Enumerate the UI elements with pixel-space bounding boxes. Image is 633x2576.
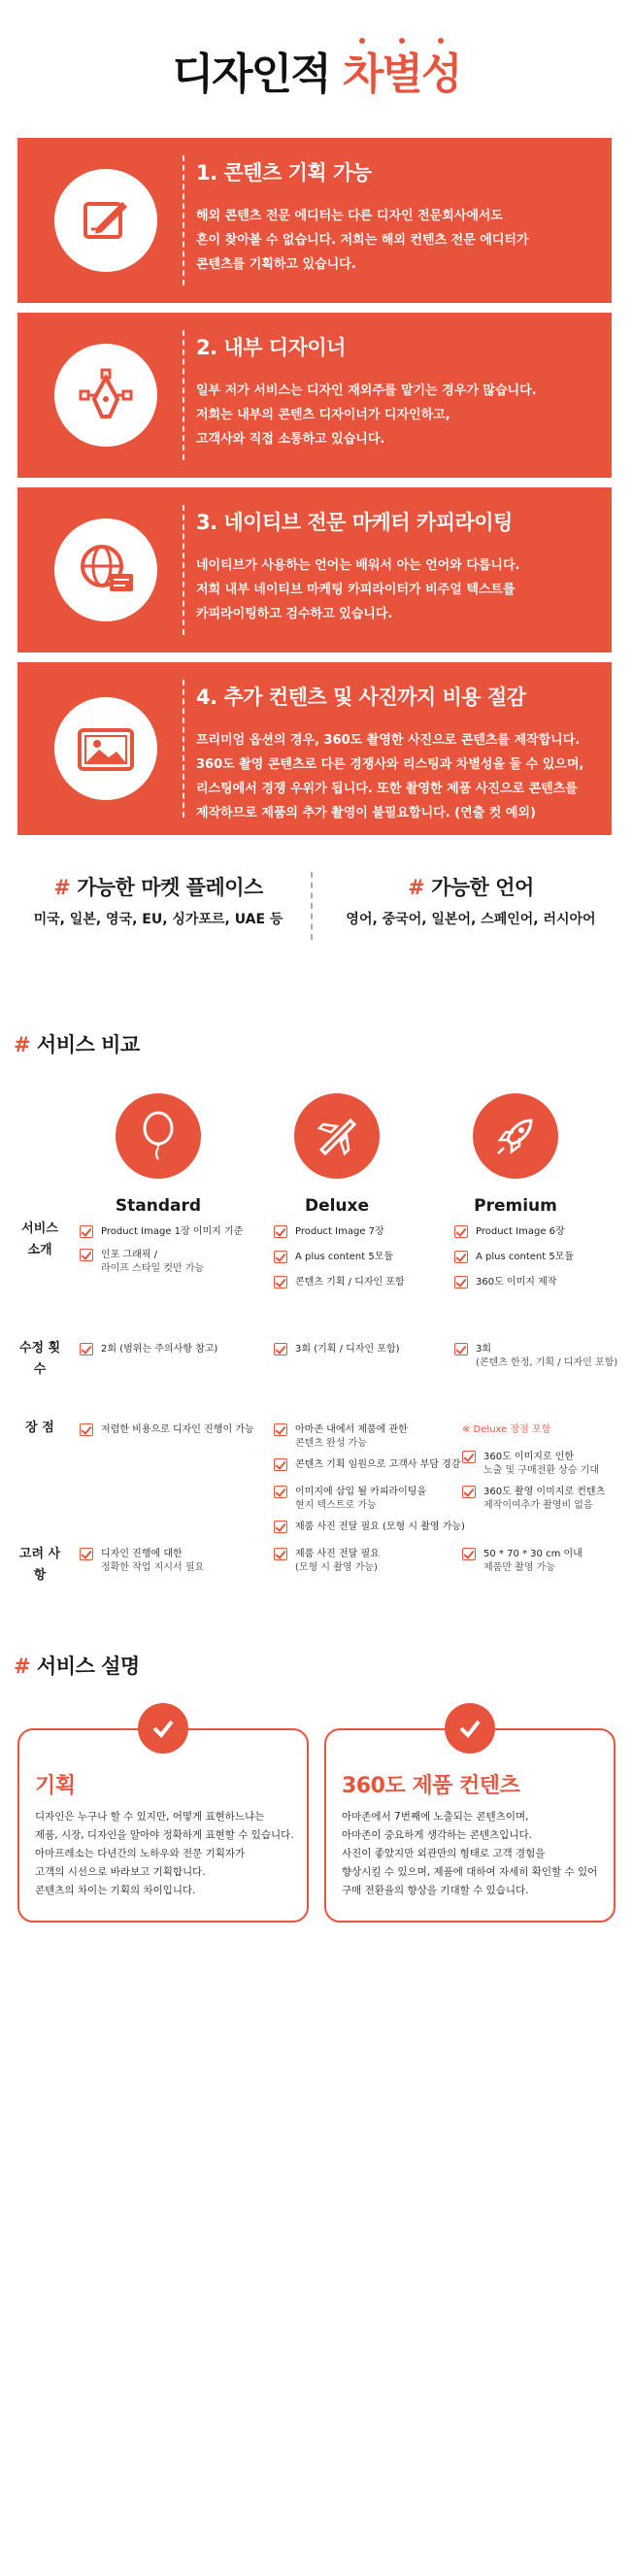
feature-icon-circle xyxy=(54,519,157,621)
plan-name: Premium xyxy=(474,1196,557,1216)
feature-body xyxy=(196,379,594,452)
service-line: 아마존에서 7번째에 노출되는 콘텐츠이며, xyxy=(342,1811,529,1823)
feature-line: 360도 촬영 콘텐츠로 다른 경쟁사와 리스팅과 차별성을 둘 수 있으며, xyxy=(196,757,584,772)
item-text: Product Image 7장 xyxy=(295,1226,384,1237)
check-icon xyxy=(80,1249,93,1261)
card-divider xyxy=(183,155,184,285)
title-red xyxy=(343,50,461,99)
list-item xyxy=(274,1521,465,1534)
plan-deluxe xyxy=(254,1093,419,1216)
item-text: 콘텐츠 기획 / 디자인 포함 xyxy=(295,1277,405,1288)
service-section-title xyxy=(14,1651,140,1680)
feature-body xyxy=(196,204,594,277)
check-icon xyxy=(274,1486,287,1498)
service-line: 향상시킬 수 있으며, 제품에 대하여 자세히 확인할 수 있어 xyxy=(342,1866,598,1878)
list-item xyxy=(80,1249,204,1276)
check-icon xyxy=(274,1521,287,1533)
list-item xyxy=(462,1486,605,1513)
list-item xyxy=(80,1423,254,1437)
compare-title-text: 서비스 비교 xyxy=(36,1033,140,1056)
item-subline: 정확한 작업 지시서 필요 xyxy=(101,1562,205,1573)
service-line: 아마존이 중요하게 생각하는 콘텐츠입니다. xyxy=(342,1829,532,1841)
plan-name: Deluxe xyxy=(304,1196,370,1216)
card-divider xyxy=(183,330,184,460)
check-icon xyxy=(80,1548,93,1560)
marketplaces-title-text: 가능한 마켓 플레이스 xyxy=(77,876,263,899)
check-icon xyxy=(80,1423,93,1436)
check-icon xyxy=(80,1225,93,1238)
languages xyxy=(320,872,621,928)
title-black: 디자인적 xyxy=(172,50,330,99)
service-box-body xyxy=(35,1808,302,1900)
list-item xyxy=(274,1548,380,1575)
list-item xyxy=(454,1251,574,1264)
check-icon xyxy=(274,1276,287,1288)
feature-line: 제작하므로 제품의 추가 촬영이 불필요합니다. (연출 컷 예외) xyxy=(196,806,536,820)
feature-line: 저희는 내부의 콘텐츠 디자이너가 디자인하고, xyxy=(196,408,450,422)
item-line: 3회 xyxy=(476,1344,492,1355)
list-item xyxy=(274,1486,426,1513)
item-subline: 현지 텍스트로 가능 xyxy=(295,1500,377,1511)
feature-heading: 2. 내부 디자이너 xyxy=(196,336,346,359)
item-text xyxy=(295,1486,426,1513)
list-item xyxy=(274,1458,460,1472)
item-subline: 제품만 촬영 가능 xyxy=(483,1562,555,1573)
compare-section-title xyxy=(14,1029,140,1058)
service-line: 구매 전환율의 향상을 기대할 수 있습니다. xyxy=(342,1885,529,1896)
item-subline: 콘텐츠 완성 가능 xyxy=(295,1438,367,1449)
feature-heading: 4. 추가 컨텐츠 및 사진까지 비용 절감 xyxy=(196,686,526,709)
card-divider xyxy=(183,680,184,818)
feature-line: 고객사와 직접 소통하고 있습니다. xyxy=(196,432,385,447)
feature-card-3 xyxy=(17,487,612,652)
list-item xyxy=(454,1276,556,1289)
check-icon xyxy=(462,1548,476,1560)
check-icon xyxy=(274,1225,287,1238)
feature-card-1 xyxy=(17,138,612,303)
item-line: 50 * 70 * 30 cm 이내 xyxy=(483,1549,583,1559)
service-line: 아마프레소는 다년간의 노하우와 전문 기획자가 xyxy=(35,1848,246,1859)
markets-divider xyxy=(311,872,313,940)
service-line: 제품, 시장, 디자인을 알아야 정확하게 표현할 수 있습니다. xyxy=(35,1829,294,1841)
plan-name: Standard xyxy=(115,1196,202,1216)
list-item xyxy=(80,1343,217,1356)
title-dots xyxy=(343,38,461,44)
feature-line: 프리미엄 옵션의 경우, 360도 촬영한 사진으로 콘텐츠를 제작합니다. xyxy=(196,733,581,748)
item-text xyxy=(483,1548,583,1575)
item-line: 아마존 내에서 제품에 관한 xyxy=(295,1424,408,1435)
card-divider xyxy=(183,505,184,635)
marketplaces xyxy=(17,872,299,928)
check-icon xyxy=(457,1716,483,1741)
service-line: 콘텐츠의 차이는 기획의 차이입니다. xyxy=(35,1885,196,1896)
plan-icon-circle xyxy=(473,1093,558,1179)
item-text: Product Image 1장 이미지 기준 xyxy=(101,1226,244,1237)
badge-circle xyxy=(138,1703,188,1754)
feature-line: 흔이 찾아볼 수 없습니다. 저희는 해외 컨텐츠 전문 에디터가 xyxy=(196,233,529,248)
service-box-planning xyxy=(17,1728,309,1923)
feature-line: 네이티브가 사용하는 언어는 배워서 아는 언어와 다릅니다. xyxy=(196,558,520,573)
feature-line: 리스팅에서 경쟁 우위가 됩니다. 또한 촬영한 제품 사진으로 콘텐츠를 xyxy=(196,782,578,796)
check-icon xyxy=(274,1343,287,1355)
list-item xyxy=(274,1343,400,1356)
list-item xyxy=(274,1423,408,1451)
list-item xyxy=(454,1225,565,1239)
title-red-text: 차별성 xyxy=(342,50,461,99)
feature-card-2 xyxy=(17,313,612,478)
check-icon xyxy=(80,1343,93,1355)
feature-line: 콘텐츠를 기획하고 있습니다. xyxy=(196,257,356,272)
list-item xyxy=(454,1343,617,1370)
check-icon xyxy=(454,1225,468,1238)
feature-line: 저희 내부 네이티브 마케팅 카피라이터가 비주얼 텍스트를 xyxy=(196,583,516,597)
service-line: 고객의 시선으로 바라보고 기획합니다. xyxy=(35,1866,206,1878)
item-text xyxy=(101,1548,204,1575)
check-icon xyxy=(274,1251,287,1263)
feature-line: 일부 저가 서비스는 디자인 재외주를 맡기는 경우가 많습니다. xyxy=(196,384,537,398)
pen-document-icon xyxy=(76,190,136,251)
page-title xyxy=(0,39,633,101)
marketplaces-title xyxy=(17,872,299,901)
row-label-intro: 서비스 소개 xyxy=(21,1221,58,1257)
feature-heading: 1. 콘텐츠 기획 가능 xyxy=(196,161,372,184)
item-text: 제품 사진 전달 필요 (모형 시 촬영 가능) xyxy=(295,1522,465,1532)
vector-pen-icon xyxy=(75,364,137,426)
item-line: 디자인 진행에 대한 xyxy=(101,1549,183,1559)
marketplaces-list: 미국, 일본, 영국, EU, 싱가포르, UAE 등 xyxy=(33,912,283,927)
plan-premium xyxy=(433,1093,598,1216)
hash-mark: # xyxy=(408,876,425,899)
plan-icon-circle xyxy=(116,1093,201,1179)
photo-frame-icon xyxy=(74,717,138,781)
check-icon xyxy=(274,1548,287,1560)
globe-chat-icon xyxy=(75,539,137,601)
service-title-text: 서비스 설명 xyxy=(36,1655,140,1678)
languages-title-text: 가능한 언어 xyxy=(431,876,534,899)
item-line: 제품 사진 전달 필요 xyxy=(295,1549,380,1559)
item-text xyxy=(483,1486,605,1513)
feature-card-4 xyxy=(17,662,612,835)
item-text: 2회 (범위는 주의사항 참고) xyxy=(101,1344,218,1355)
service-box-360 xyxy=(324,1728,616,1923)
item-text xyxy=(101,1249,204,1276)
feature-line: 해외 콘텐츠 전문 에디터는 다른 디자인 전문회사에서도 xyxy=(196,209,503,223)
item-text: ※ Deluxe 장점 포함 xyxy=(462,1424,551,1435)
feature-icon-circle xyxy=(54,344,157,447)
rocket-icon xyxy=(490,1111,541,1161)
list-item xyxy=(274,1276,405,1289)
item-text: 콘텐츠 기획 임원으로 고객사 부담 경감 xyxy=(295,1459,461,1470)
feature-body xyxy=(196,553,594,626)
check-icon xyxy=(274,1458,287,1471)
item-line: 360도 촬영 이미지로 컨텐츠 xyxy=(483,1487,606,1497)
service-box-title: 360도 제품 컨텐츠 xyxy=(342,1774,520,1798)
item-text: 저렴한 비용으로 디자인 진행이 가능 xyxy=(101,1424,254,1435)
item-text: 360도 이미지 제작 xyxy=(476,1277,557,1288)
item-text xyxy=(483,1451,599,1478)
row-label-note: 고려 사항 xyxy=(18,1547,61,1583)
item-subline: (모형 시 촬영 가능) xyxy=(295,1562,378,1573)
plan-icon-circle xyxy=(294,1093,380,1179)
hash-mark: # xyxy=(14,1655,31,1678)
item-subline: 노출 및 구매전환 상승 기대 xyxy=(483,1465,599,1476)
item-text xyxy=(476,1343,617,1370)
balloon-icon xyxy=(137,1111,180,1161)
plan-standard xyxy=(76,1093,241,1216)
item-subline: (콘텐츠 한정, 기획 / 디자인 포함) xyxy=(476,1357,618,1368)
service-box-body xyxy=(342,1808,609,1900)
premium-merit-note xyxy=(462,1423,550,1437)
languages-title xyxy=(320,872,621,901)
item-line: 이미지에 삽입 될 카피라이팅을 xyxy=(295,1487,427,1497)
item-subline: 라이프 스타일 컷만 가능 xyxy=(101,1263,205,1274)
list-item xyxy=(274,1225,384,1239)
list-item xyxy=(462,1451,599,1478)
list-item xyxy=(274,1251,393,1264)
check-icon xyxy=(274,1423,287,1436)
hash-mark: # xyxy=(53,876,71,899)
feature-heading: 3. 네이티브 전문 마케터 카피라이팅 xyxy=(196,511,513,534)
check-icon xyxy=(454,1276,468,1288)
row-label-count: 수정 횟수 xyxy=(18,1341,61,1377)
check-icon xyxy=(462,1486,476,1498)
row-label-merit: 장 점 xyxy=(25,1421,54,1435)
service-box-title: 기획 xyxy=(35,1774,76,1798)
list-item xyxy=(462,1548,583,1575)
badge-circle xyxy=(445,1703,495,1754)
item-text: A plus content 5모듈 xyxy=(295,1252,394,1262)
item-text: A plus content 5모듈 xyxy=(476,1252,575,1262)
item-text xyxy=(295,1548,380,1575)
service-line: 사진이 좋았지만 외관만의 형태로 고객 경험을 xyxy=(342,1848,546,1859)
item-line: 인포 그래픽 / xyxy=(101,1250,158,1260)
item-text xyxy=(295,1423,408,1451)
feature-line: 카피라이팅하고 검수하고 있습니다. xyxy=(196,607,393,621)
item-subline: 제작이여추가 촬영비 없음 xyxy=(483,1500,593,1511)
list-item xyxy=(80,1225,243,1239)
airplane-icon xyxy=(312,1111,362,1161)
hash-mark: # xyxy=(14,1033,31,1056)
check-icon xyxy=(462,1451,476,1463)
item-line: 360도 이미지로 인한 xyxy=(483,1452,575,1462)
check-icon xyxy=(454,1251,468,1263)
list-item xyxy=(80,1548,204,1575)
feature-body xyxy=(196,728,594,825)
feature-icon-circle xyxy=(54,169,157,272)
item-text: 3회 (기획 / 디자인 포함) xyxy=(295,1344,400,1355)
item-text: Product Image 6장 xyxy=(476,1226,565,1237)
feature-icon-circle xyxy=(54,697,157,800)
service-line: 디자인은 누구나 할 수 있지만, 어떻게 표현하느냐는 xyxy=(35,1811,265,1823)
markets-section xyxy=(0,872,633,940)
languages-list: 영어, 중국어, 일본어, 스페인어, 러시아어 xyxy=(346,912,596,927)
check-icon xyxy=(454,1343,468,1355)
check-icon xyxy=(150,1716,176,1741)
